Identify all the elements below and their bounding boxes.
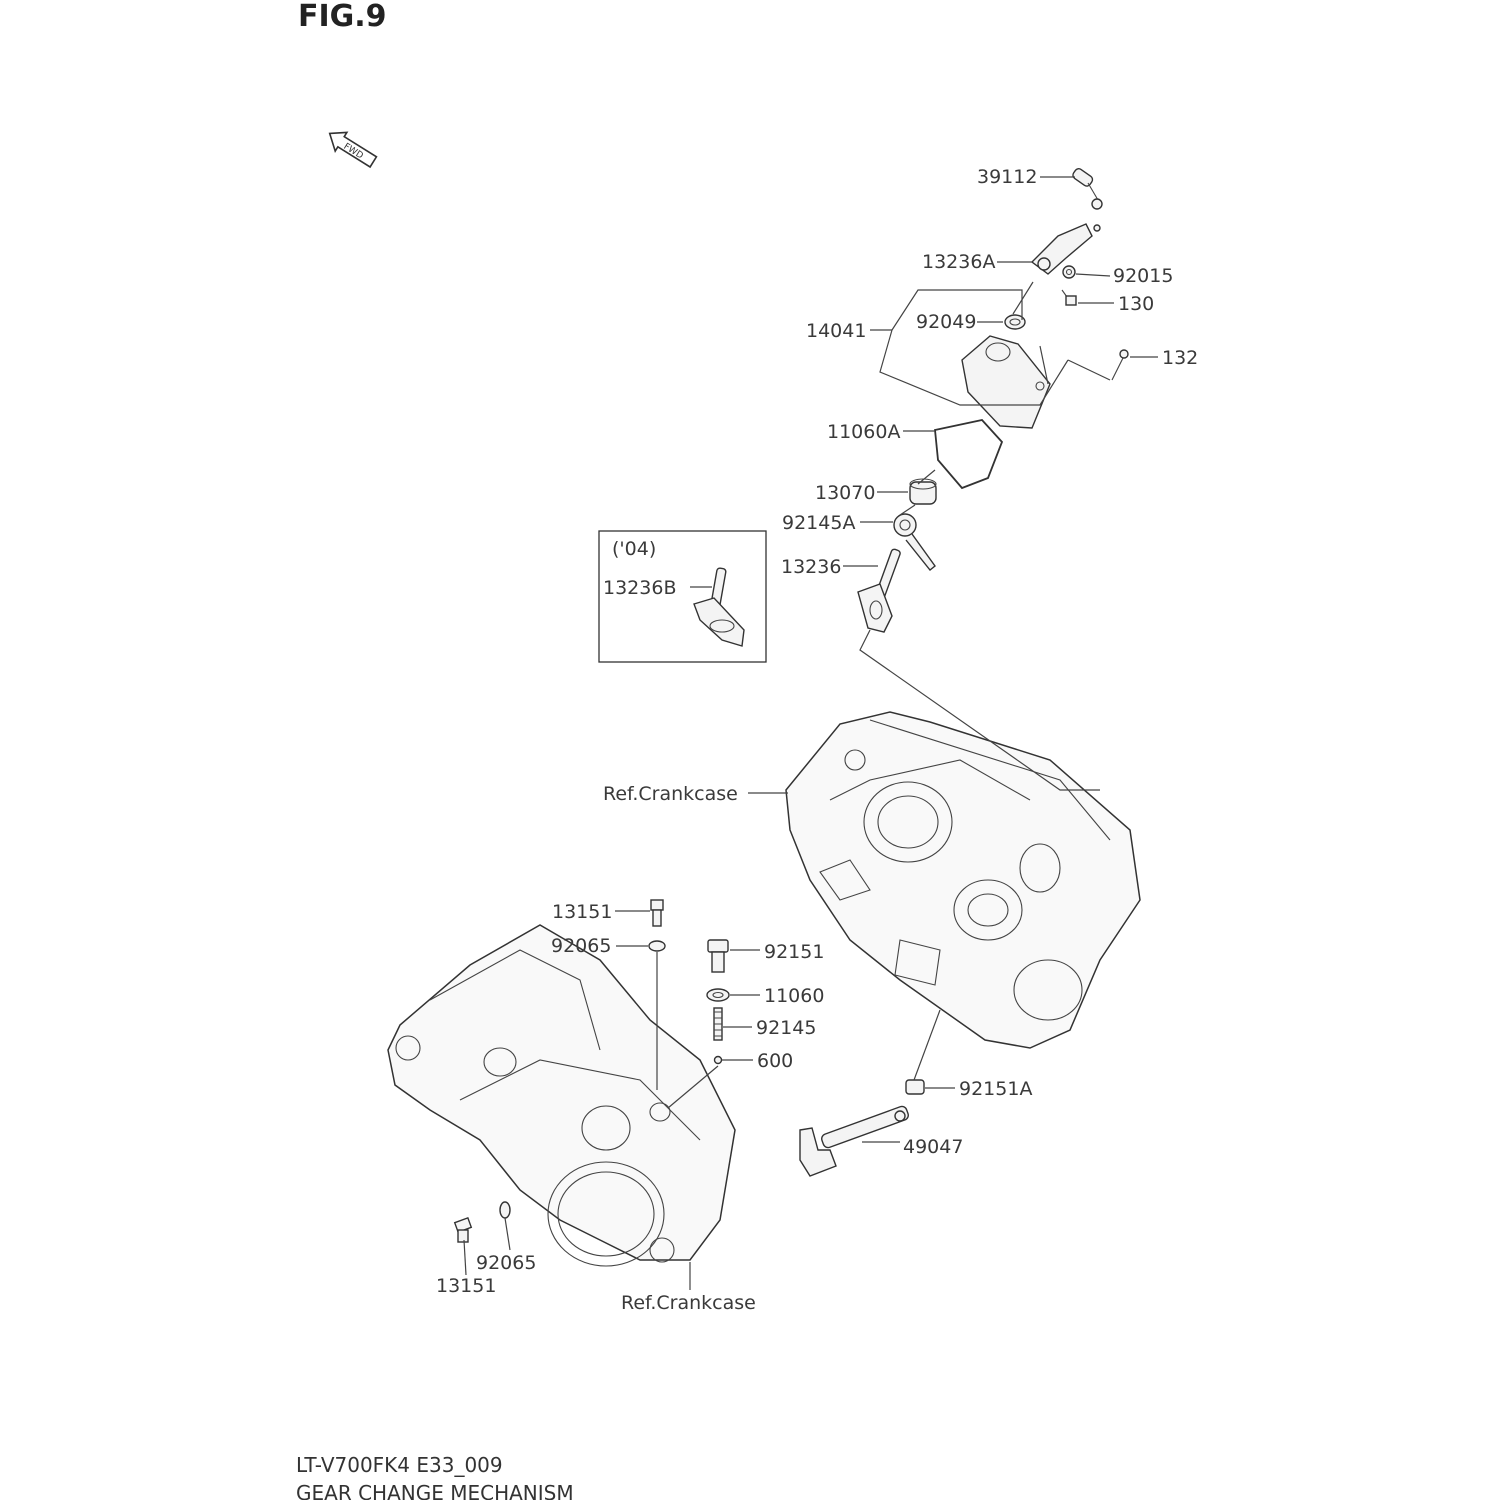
callout-92151A: 92151A — [959, 1078, 1033, 1100]
part-13151-lower-switch — [455, 1218, 472, 1242]
part-92145A-spring — [894, 514, 935, 570]
part-92151A-plug — [906, 1080, 924, 1094]
part-39112-pedal — [1071, 167, 1102, 231]
callout-92151: 92151 — [764, 941, 825, 963]
part-92151-plug — [708, 940, 728, 972]
part-600-ball — [715, 1057, 722, 1064]
callout-600: 600 — [757, 1050, 794, 1072]
callout-92145: 92145 — [756, 1017, 817, 1039]
footer-model-code: LT-V700FK4 E33_009 — [296, 1453, 503, 1477]
part-49047-shift-shaft — [800, 1105, 910, 1176]
part-11060A-gasket — [935, 420, 1002, 488]
callout-13236A: 13236A — [922, 251, 996, 273]
part-13236-shift-shaft — [858, 548, 901, 632]
part-92015-nut — [1063, 266, 1075, 278]
part-92065-lower-washer — [500, 1202, 510, 1218]
figure-title: FIG.9 — [298, 0, 387, 34]
callout-92145A: 92145A — [782, 512, 856, 534]
part-92145-spring — [714, 1008, 722, 1040]
part-132-bolt — [1112, 350, 1128, 380]
fwd-arrow-label: FWD — [341, 141, 365, 162]
part-14041-cover — [962, 336, 1050, 428]
callout-11060A: 11060A — [827, 421, 901, 443]
fwd-arrow-icon — [323, 125, 379, 171]
callout-49047: 49047 — [903, 1136, 964, 1158]
callout-11060: 11060 — [764, 985, 825, 1007]
footer-section-title: GEAR CHANGE MECHANISM — [296, 1481, 574, 1500]
callout-92049: 92049 — [916, 311, 977, 333]
callout-ref-crankcase-upper: Ref.Crankcase — [603, 783, 738, 805]
callout-14041: 14041 — [806, 320, 867, 342]
part-130-bolt — [1062, 290, 1076, 305]
callout-13151-lower: 13151 — [436, 1275, 497, 1297]
callout-ref-crankcase-lower: Ref.Crankcase — [621, 1292, 756, 1314]
callout-92015: 92015 — [1113, 265, 1174, 287]
part-13236A-lever — [1032, 224, 1092, 274]
variant-box-year-label: ('04) — [612, 538, 657, 560]
callout-13151-upper: 13151 — [552, 901, 613, 923]
callout-13070: 13070 — [815, 482, 876, 504]
crankcase-right-half — [786, 712, 1140, 1048]
callout-39112: 39112 — [977, 166, 1038, 188]
part-92065-upper-washer — [649, 941, 665, 951]
callout-132: 132 — [1162, 347, 1199, 369]
part-13151-upper-switch — [651, 900, 663, 926]
part-13070-bushing — [910, 479, 936, 504]
callout-13236: 13236 — [781, 556, 842, 578]
callout-92065-lower: 92065 — [476, 1252, 537, 1274]
callout-130: 130 — [1118, 293, 1155, 315]
callout-92065-upper: 92065 — [551, 935, 612, 957]
callout-13236B: 13236B — [603, 577, 677, 599]
part-11060-gasket — [707, 989, 729, 1001]
